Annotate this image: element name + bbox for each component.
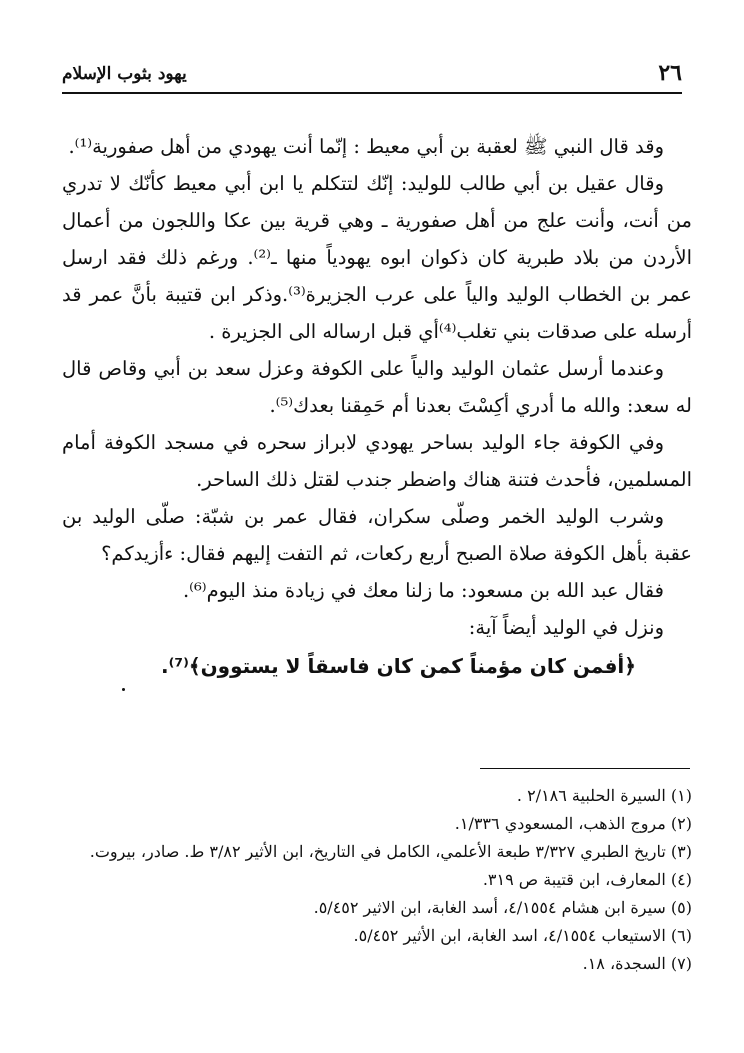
paragraph: ونزل في الوليد أيضاً آية: bbox=[468, 616, 664, 639]
paragraph: وشرب الوليد الخمر وصلّى سكران، فقال عمر بن شبّة: صلّى الوليد بن عقبة بأهل الكوفة صلاة الصبح أربع ركعات، ثم التفت إليهم فقال: ءأزيدكم؟ bbox=[62, 505, 692, 565]
footnotes bbox=[62, 782, 692, 978]
footnote: (٣) تاريخ الطبري ٣/٣٢٧ طبعة الأعلمي، الكامل في التاريخ، ابن الأثير ٣/٨٢ ط. صادر، بيروت. bbox=[89, 842, 692, 861]
paragraph: وقال عقيل بن أبي طالب للوليد: إنّك لتتكلم يا ابن أبي معيط كأنّك لا تدري من أنت، وأنت علج من أهل صفورية ـ وهي قرية بين عكا واللجون من أعمال الأردن من بلاد طبرية كان ذكوان ابوه يهودياً منها ـ⁽²⁾. ورغم ذلك فقد ارسل عمر بن الخطاب الوليد والياً على عرب الجزيرة⁽³⁾.وذكر ابن قتيبة بأنَّ عمر قد أرسله على صدقات بني تغلب⁽⁴⁾أي قبل ارساله الى الجزيرة . bbox=[62, 172, 693, 343]
stray-dot bbox=[122, 688, 125, 691]
footnote: (٧) السجدة، ١٨. bbox=[582, 954, 692, 973]
paragraph: وعندما أرسل عثمان الوليد والياً على الكوفة وعزل سعد بن أبي وقاص قال له سعد: والله ما أدري أكِسْتَ بعدنا أم حَمِقنا بعدك⁽⁵⁾. bbox=[62, 357, 692, 417]
paragraph: فقال عبد الله بن مسعود: ما زلنا معك في زيادة منذ اليوم⁽⁶⁾. bbox=[182, 579, 664, 602]
running-title: يهود بثوب الإسلام bbox=[62, 64, 187, 84]
main-text bbox=[62, 128, 692, 686]
footnote: (٢) مروج الذهب، المسعودي ١/٣٣٦. bbox=[454, 814, 692, 833]
quran-verse: ﴿أفمن كان مؤمناً كمن كان فاسقاً لا يستوون﴾⁽⁷⁾. bbox=[161, 654, 636, 678]
footnote: (٥) سيرة ابن هشام ٤/١٥٥٤، أسد الغابة، ابن الاثير ٥/٤٥٢. bbox=[313, 898, 692, 917]
page-number: ٢٦ bbox=[658, 60, 682, 86]
page-header bbox=[62, 58, 682, 90]
footnote: (٦) الاستيعاب ٤/١٥٥٤، اسد الغابة، ابن الأثير ٥/٤٥٢. bbox=[353, 926, 692, 945]
footnote-rule bbox=[480, 768, 690, 769]
paragraph: وفي الكوفة جاء الوليد بساحر يهودي لابراز سحره في مسجد الكوفة أمام المسلمين، فأحدث فتنة هناك واضطر جندب لقتل ذلك الساحر. bbox=[62, 431, 692, 491]
footnote: (٤) المعارف، ابن قتيبة ص ٣١٩. bbox=[482, 870, 692, 889]
paragraph: وقد قال النبي ﷺ لعقبة بن أبي معيط : إنّما أنت يهودي من أهل صفورية⁽¹⁾. bbox=[68, 135, 664, 158]
header-rule bbox=[62, 92, 682, 94]
footnote: (١) السيرة الحلبية ٢/١٨٦ . bbox=[516, 786, 692, 805]
